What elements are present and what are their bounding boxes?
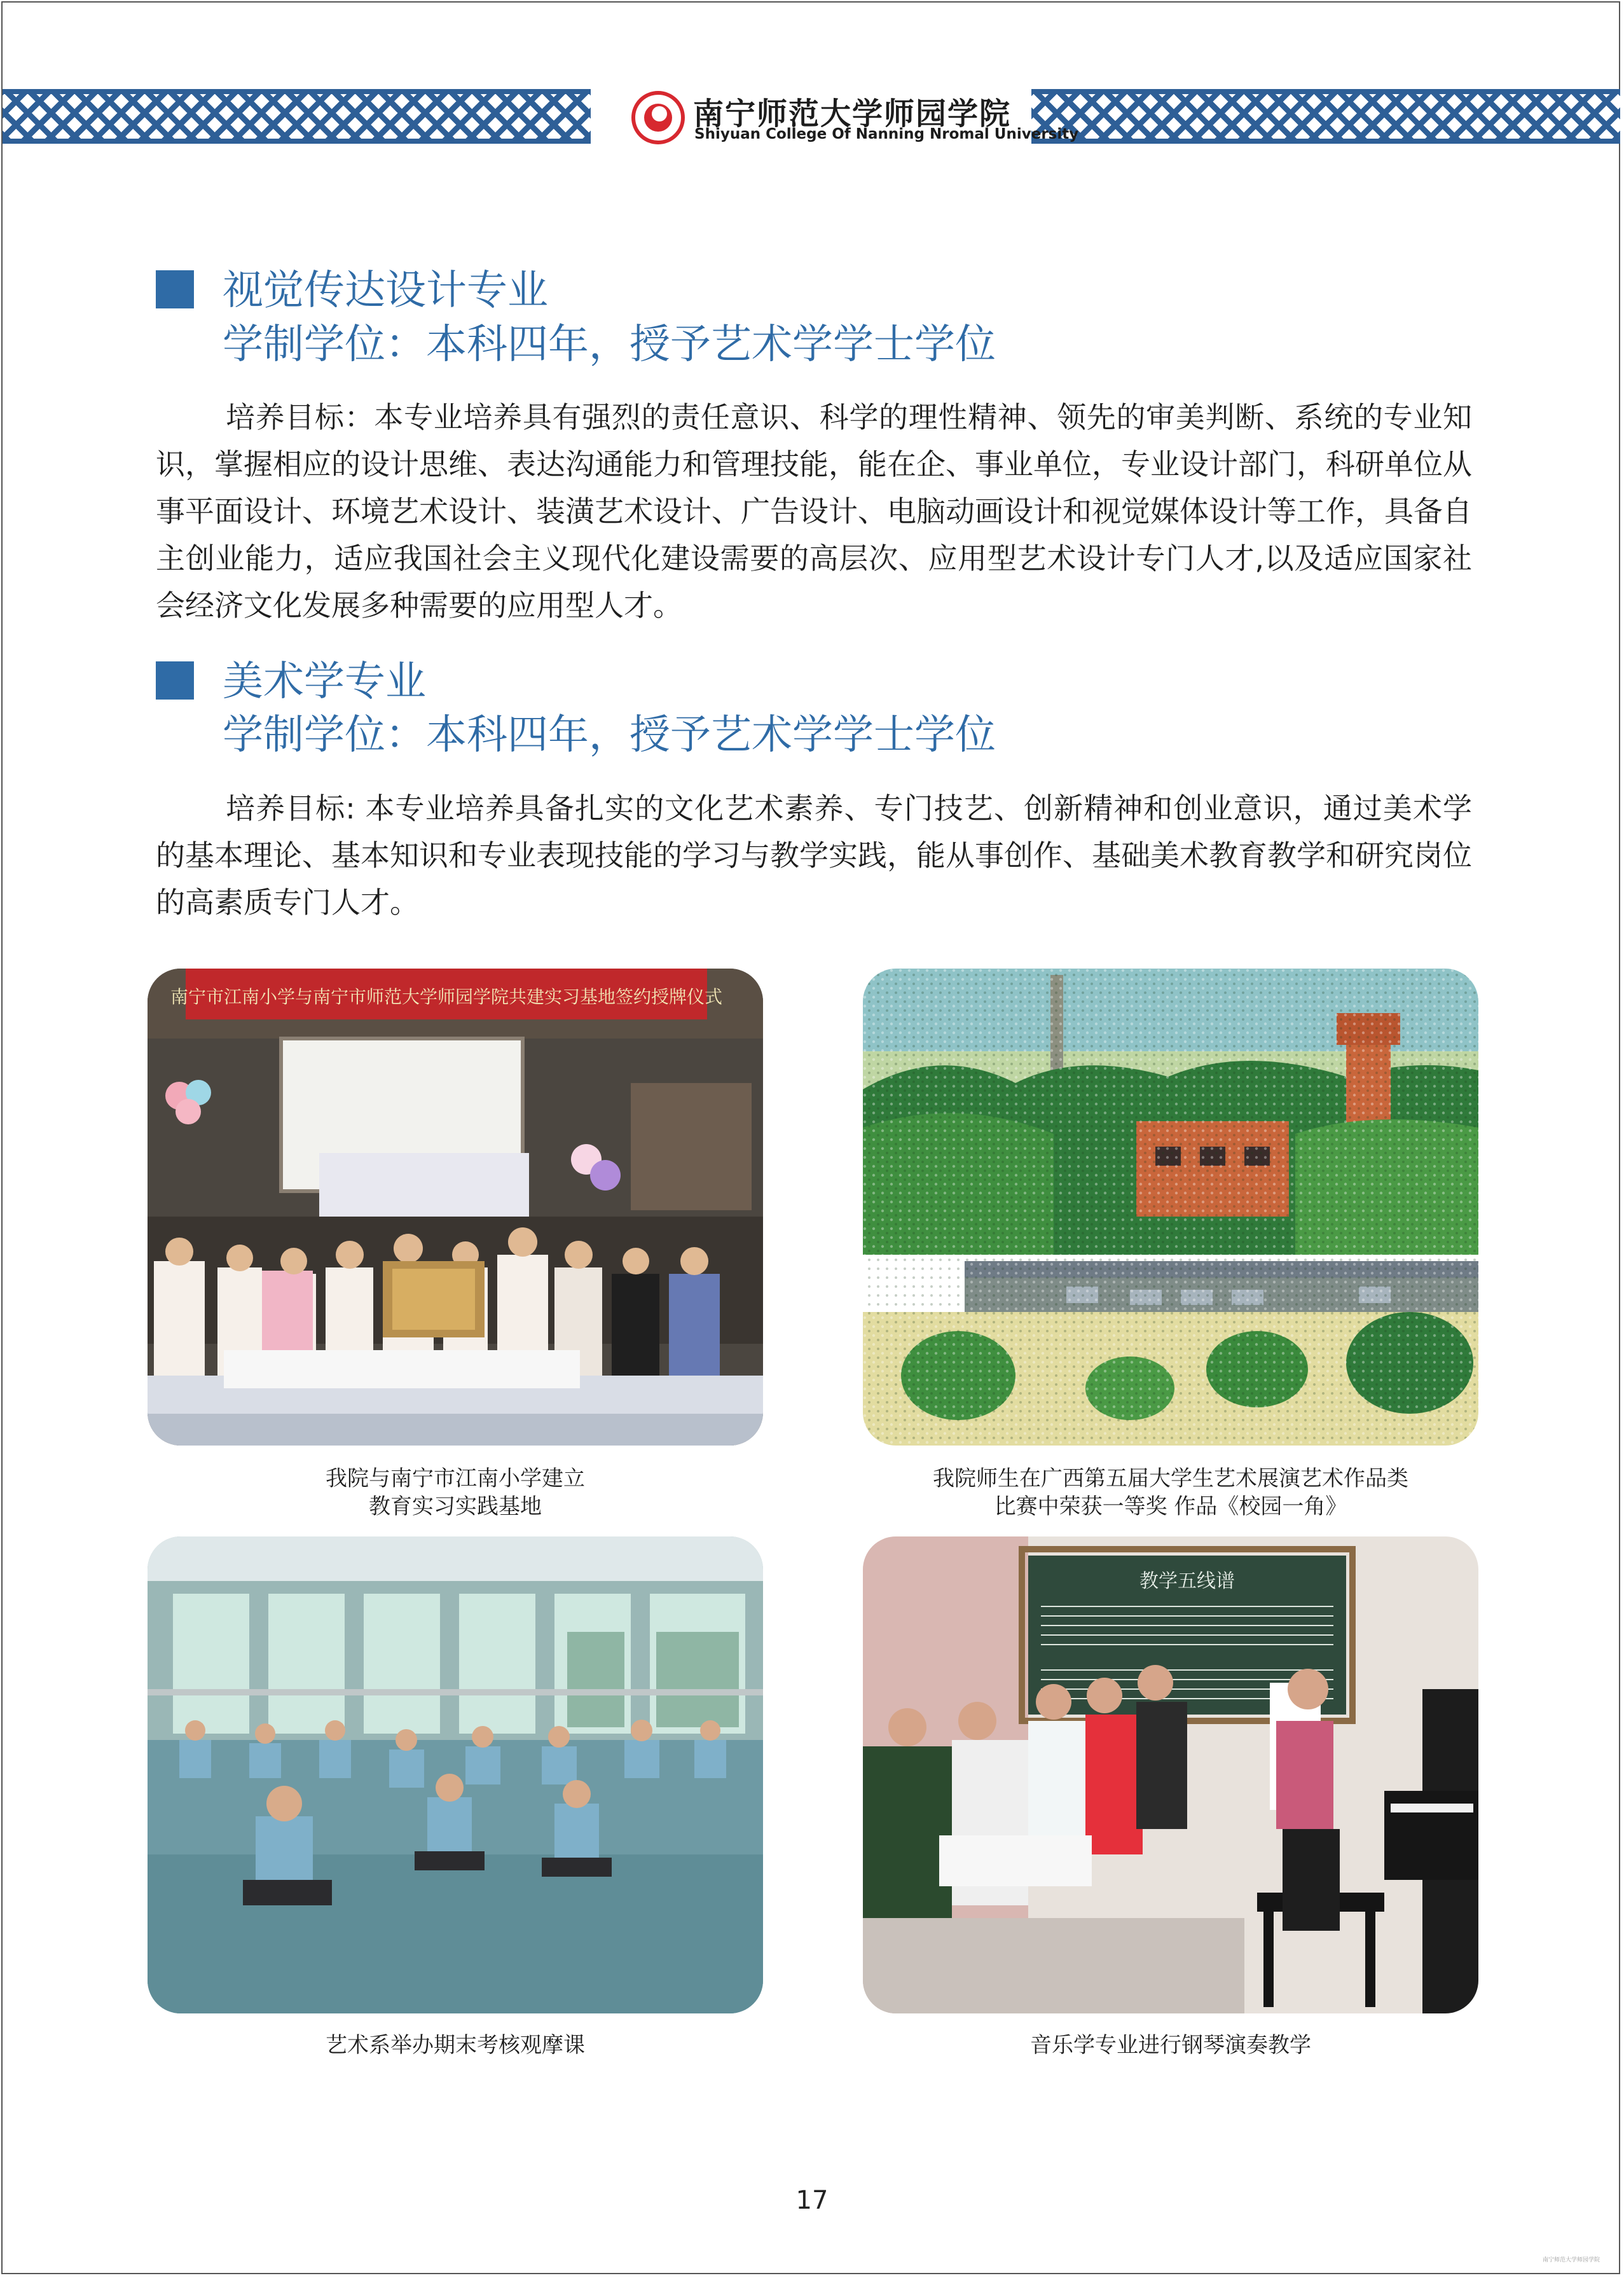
section-title: 视觉传达设计专业: [223, 267, 548, 314]
photo-caption: [863, 1465, 1478, 1521]
ceremony-banner-text: 南宁市江南小学与南宁市师范大学师园学院共建实习基地签约授牌仪式: [170, 986, 723, 1007]
header-pattern-left: [3, 89, 591, 144]
piano-class-image: [863, 1536, 1478, 2013]
photo-caption: [863, 2031, 1478, 2059]
college-name-en: Shiyuan College Of Nanning Nromal University: [694, 126, 1079, 142]
caption-line: 比赛中荣获一等奖 作品《校园一角》: [994, 1494, 1347, 1519]
photo-piano-class: [863, 1536, 1478, 2013]
section-title: 美术学专业: [223, 658, 426, 705]
section-marker-square: [156, 270, 194, 308]
college-name-cn: 南宁师范大学师园学院: [693, 96, 1012, 132]
dance-class-image: [148, 1536, 763, 2013]
caption-line: 教育实习实践基地: [369, 1494, 542, 1519]
section-body: 培养目标：本专业培养具有强烈的责任意识、科学的理性精神、领先的审美判断、系统的专业知识，掌握相应的设计思维、表达沟通能力和管理技能，能在企、事业单位，专业设计部门，科研单位从事平面设计、环境艺术设计、装潢艺术设计、广告设计、电脑动画设计和视觉媒体设计等工作，具备自主创业能力，适应我国社会主义现代化建设需要的高层次、应用型艺术设计专门人才,以及适应国家社会经济文化发展多种需要的应用型人才。: [156, 400, 1472, 623]
photo-caption: [148, 1465, 763, 1521]
photo-dance-class: [148, 1536, 763, 2013]
caption-line: 音乐学专业进行钢琴演奏教学: [1030, 2033, 1311, 2058]
photo-caption: [148, 2031, 763, 2059]
footer-mark: 南宁师范大学师园学院: [1543, 2257, 1600, 2263]
caption-line: 艺术系举办期末考核观摩课: [326, 2033, 585, 2058]
section-body: 培养目标: 本专业培养具备扎实的文化艺术素养、专门技艺、创新精神和创业意识，通过美术学的基本理论、基本知识和专业表现技能的学习与教学实践，能从事创作、基础美术教育教学和研究岗位的高素质专门人才。: [156, 791, 1472, 920]
section-subtitle: 学制学位：本科四年，授予艺术学学士学位: [223, 321, 996, 368]
caption-line: 我院与南宁市江南小学建立: [326, 1466, 585, 1491]
section-subtitle: 学制学位：本科四年，授予艺术学学士学位: [223, 712, 996, 759]
caption-line: 我院师生在广西第五届大学生艺术展演艺术作品类: [933, 1466, 1408, 1491]
photo-signing-ceremony: [148, 969, 763, 1446]
page-number: 17: [795, 2186, 829, 2215]
header-pattern-right: [1031, 89, 1620, 144]
photo-painting-campus-corner: [863, 969, 1478, 1446]
painting-image: [863, 969, 1478, 1446]
signing-ceremony-image: [148, 969, 763, 1446]
chalkboard-title: 教学五线谱: [1139, 1570, 1235, 1592]
section-marker-square: [156, 661, 194, 700]
college-logo-icon: [631, 91, 685, 144]
